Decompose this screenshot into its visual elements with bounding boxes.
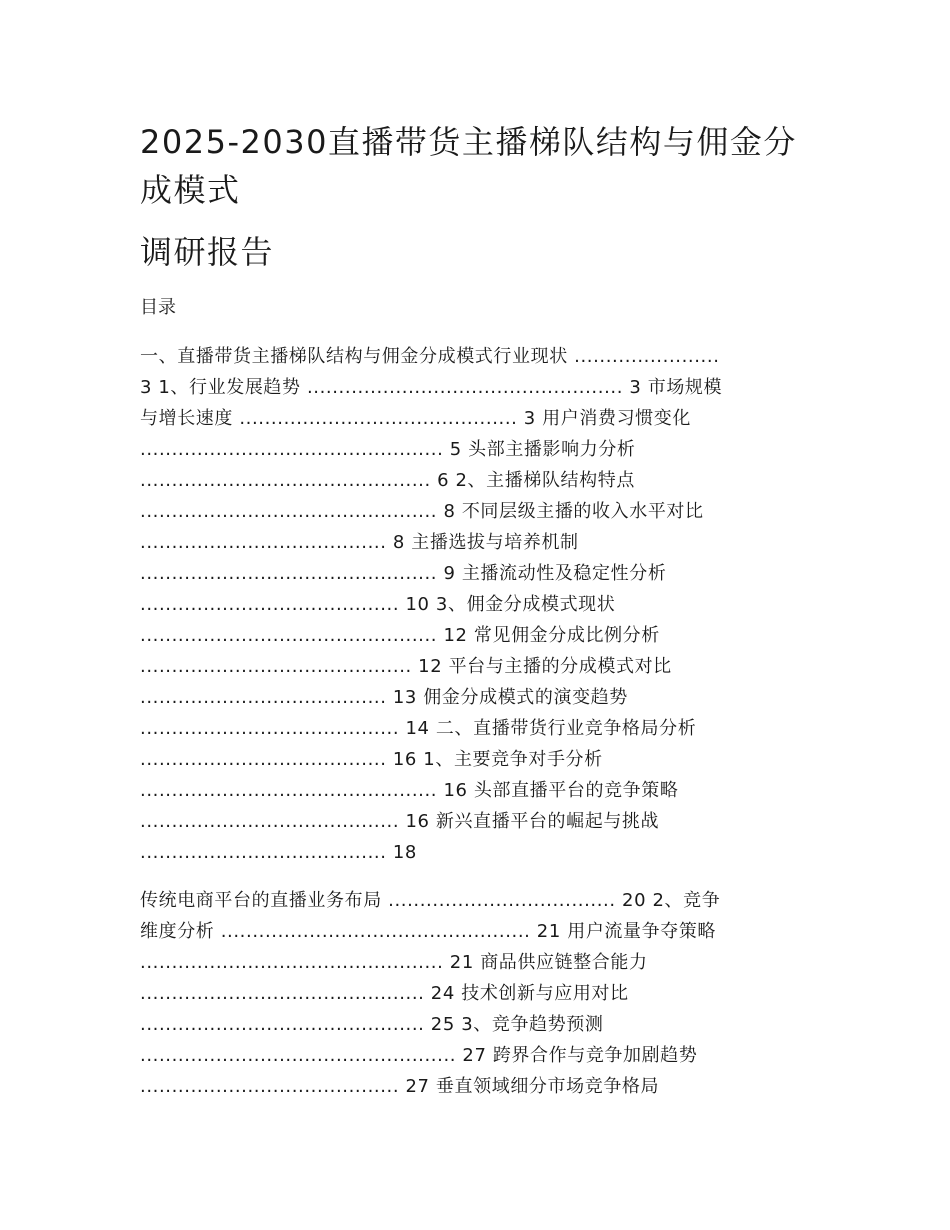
toc-line[interactable]: ............................................. 25 3、竞争趋势预测 [140,1014,604,1035]
toc-heading: 目录 [140,297,176,318]
toc-line[interactable]: ....................................... 18 [140,842,417,863]
toc-line[interactable]: .............................................. 6 2、主播梯队结构特点 [140,470,635,491]
toc-line[interactable]: ......................................... 27 垂直领域细分市场竞争格局 [140,1076,660,1097]
toc-line[interactable]: .................................................. 27 跨界合作与竞争加剧趋势 [140,1045,698,1066]
toc-line[interactable]: ....................................... 13 佣金分成模式的演变趋势 [140,687,628,708]
toc-line[interactable]: ............................................... 12 常见佣金分成比例分析 [140,625,660,646]
toc-block-2 [140,885,800,1102]
toc-line[interactable]: ........................................... 12 平台与主播的分成模式对比 [140,656,672,677]
page-subtitle: 调研报告 [140,233,275,271]
toc-line[interactable]: ................................................ 21 商品供应链整合能力 [140,952,648,973]
toc-line[interactable]: ......................................... 14 二、直播带货行业竞争格局分析 [140,718,697,739]
toc-line[interactable]: 维度分析 ................................................. 21 用户流量争夺策略 [140,921,717,942]
toc-line[interactable]: 与增长速度 ............................................ 3 用户消费习惯变化 [140,408,691,429]
toc-line[interactable]: ....................................... 16 1、主要竞争对手分析 [140,749,603,770]
toc-line[interactable]: ....................................... 8 主播选拔与培养机制 [140,532,579,553]
toc-line[interactable]: ............................................... 8 不同层级主播的收入水平对比 [140,501,704,522]
toc-line[interactable]: ................................................ 5 头部主播影响力分析 [140,439,636,460]
toc-line[interactable]: 一、直播带货主播梯队结构与佣金分成模式行业现状 ....................... [140,346,720,367]
toc-line[interactable]: ............................................... 16 头部直播平台的竞争策略 [140,780,679,801]
page-title: 2025-2030直播带货主播梯队结构与佣金分成模式 [140,123,797,209]
toc-line[interactable]: ............................................. 24 技术创新与应用对比 [140,983,629,1004]
toc-line[interactable]: ......................................... 10 3、佣金分成模式现状 [140,594,616,615]
toc-line[interactable]: 传统电商平台的直播业务布局 .................................... 20 2、竞争 [140,890,721,911]
toc-line[interactable]: ............................................... 9 主播流动性及稳定性分析 [140,563,667,584]
toc-line[interactable]: 3 1、行业发展趋势 .................................................. 3 市场规模 [140,377,723,398]
toc-block-1 [140,341,800,868]
toc-line[interactable]: ......................................... 16 新兴直播平台的崛起与挑战 [140,811,660,832]
